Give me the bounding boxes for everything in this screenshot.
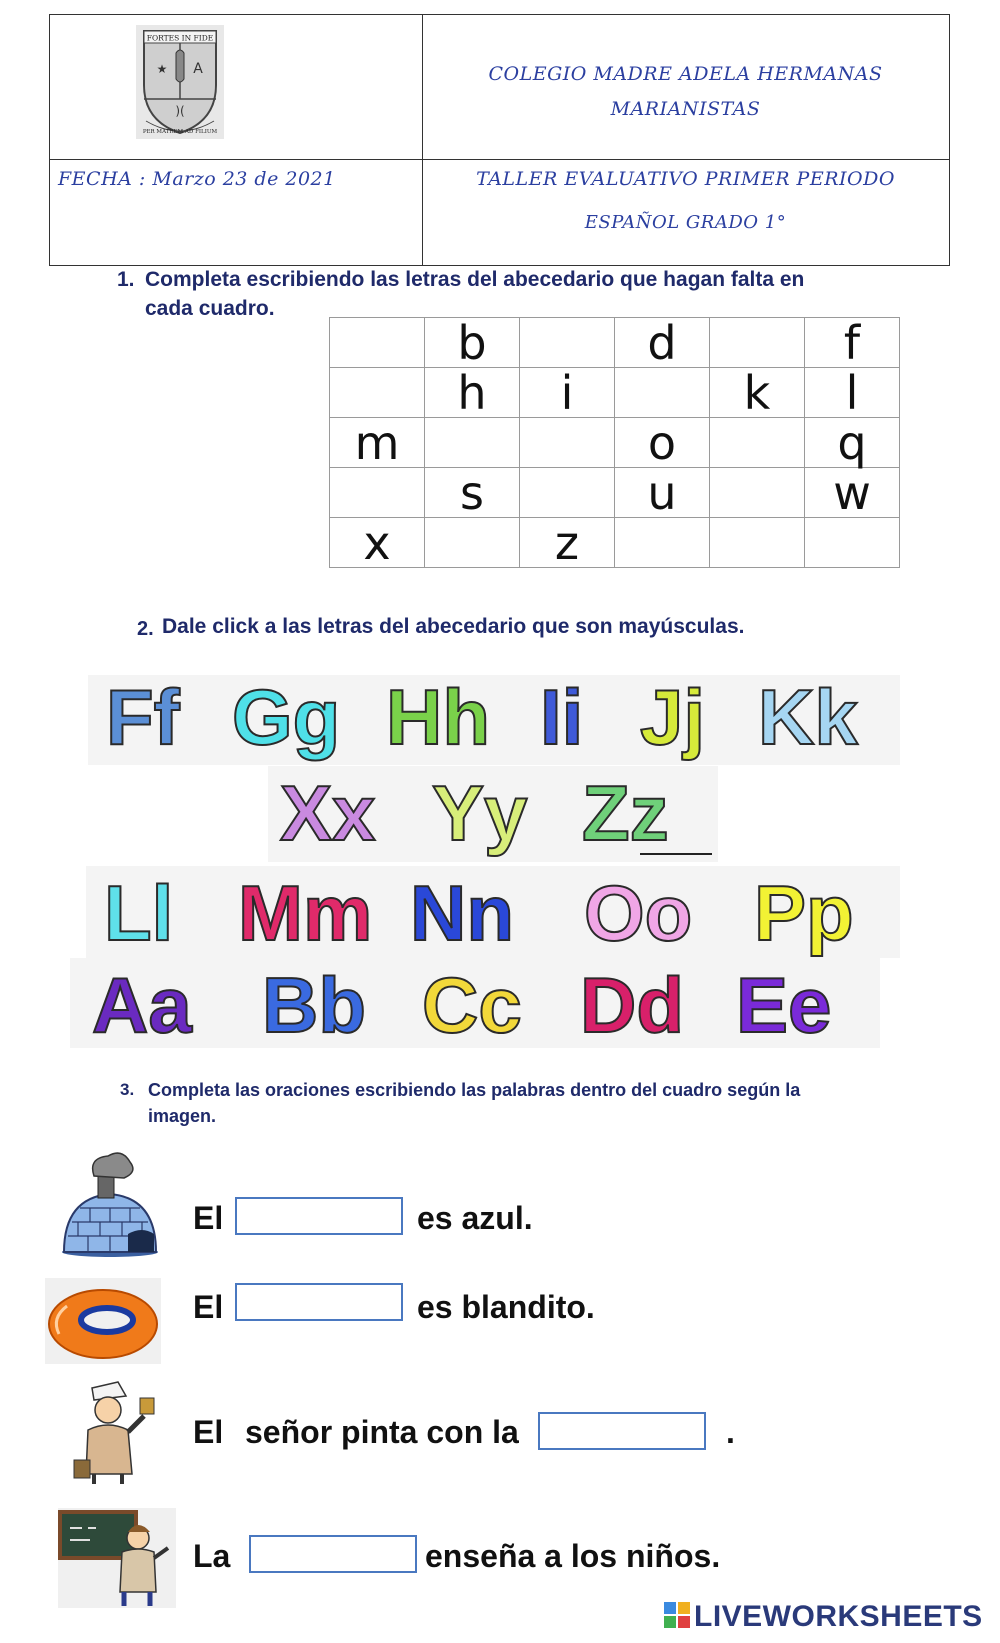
answer-input-4[interactable]	[249, 1535, 417, 1573]
letter-pair-text: Hh	[386, 673, 490, 761]
svg-text:★: ★	[156, 62, 168, 76]
liveworksheets-logo-icon	[664, 1602, 690, 1628]
letter-pair-text: Yy	[432, 769, 528, 857]
letter-pair-mm[interactable]	[238, 869, 373, 957]
letter-pair-aa[interactable]	[92, 961, 192, 1049]
grid-cell: l	[805, 368, 900, 418]
underline-mark	[640, 853, 712, 855]
grid-cell[interactable]	[615, 518, 710, 568]
teacher-icon	[58, 1508, 176, 1608]
school-crest-logo	[136, 25, 224, 139]
svg-text:)(: )(	[175, 104, 185, 118]
letter-pair-text: Bb	[262, 961, 366, 1049]
grid-cell[interactable]	[425, 418, 520, 468]
letter-pair-text: Mm	[238, 869, 373, 957]
letter-pair-dd[interactable]	[580, 961, 684, 1049]
svg-text:A: A	[193, 61, 203, 77]
divider	[50, 159, 949, 160]
letter-pair-text: Gg	[232, 673, 341, 761]
sentence-3-end: .	[726, 1414, 735, 1450]
grid-cell: x	[330, 518, 425, 568]
letter-pair-bb[interactable]	[262, 961, 366, 1049]
q1-number: 1.	[117, 268, 135, 291]
grid-cell[interactable]	[520, 318, 615, 368]
letter-pair-text: Dd	[580, 961, 684, 1049]
letter-pair-zz[interactable]	[582, 769, 669, 857]
letter-pair-text: Aa	[92, 961, 192, 1049]
grid-cell: d	[615, 318, 710, 368]
sentence-2-start: El	[193, 1289, 224, 1325]
grid-cell: i	[520, 368, 615, 418]
grid-row	[330, 368, 900, 418]
letter-pair-text: Ll	[104, 869, 174, 957]
grid-cell: k	[710, 368, 805, 418]
grid-cell[interactable]	[330, 318, 425, 368]
letter-pair-ff[interactable]	[106, 673, 180, 761]
painter-icon	[66, 1380, 160, 1484]
grid-row	[330, 468, 900, 518]
grid-cell[interactable]	[615, 368, 710, 418]
sentence-3-middle: señor pinta con la	[245, 1414, 519, 1450]
sentence-4-start: La	[193, 1538, 231, 1574]
letter-pair-ii[interactable]	[540, 673, 584, 761]
letter-pair-xx[interactable]	[280, 769, 376, 857]
grid-cell: f	[805, 318, 900, 368]
alphabet-grid	[329, 317, 900, 568]
letter-pair-text: Zz	[582, 769, 669, 857]
letter-pair-ll[interactable]	[104, 869, 174, 957]
grid-cell[interactable]	[330, 368, 425, 418]
subject-grade: ESPAÑOL GRADO 1°	[584, 212, 787, 233]
sentence-4-end: enseña a los niños.	[425, 1538, 721, 1574]
grid-row	[330, 318, 900, 368]
grid-cell[interactable]	[425, 518, 520, 568]
grid-cell: u	[615, 468, 710, 518]
svg-text:FORTES IN FIDE: FORTES IN FIDE	[146, 33, 214, 43]
letter-pair-text: Jj	[640, 673, 706, 761]
school-name: COLEGIO MADRE ADELA HERMANAS	[488, 63, 883, 85]
letter-pair-cc[interactable]	[422, 961, 522, 1049]
letter-pair-ee[interactable]	[736, 961, 832, 1049]
date-label: FECHA : Marzo 23 de 2021	[58, 168, 336, 190]
letter-pair-text: Ii	[540, 673, 584, 761]
q3-text-line1: Completa las oraciones escribiendo las palabras dentro del cuadro según la	[148, 1080, 801, 1100]
letter-pair-text: Oo	[584, 869, 693, 957]
sentence-2-end: es blandito.	[417, 1289, 595, 1325]
grid-cell[interactable]	[710, 318, 805, 368]
grid-cell[interactable]	[520, 468, 615, 518]
letter-pair-jj[interactable]	[640, 673, 706, 761]
grid-cell: z	[520, 518, 615, 568]
sentence-1-end: es azul.	[417, 1200, 533, 1236]
header-table	[49, 14, 950, 266]
letter-pair-hh[interactable]	[386, 673, 490, 761]
grid-cell[interactable]	[520, 418, 615, 468]
grid-row	[330, 518, 900, 568]
grid-cell: b	[425, 318, 520, 368]
letter-pair-oo[interactable]	[584, 869, 693, 957]
letter-pair-text: Kk	[758, 673, 858, 761]
sentence-1-start: El	[193, 1200, 224, 1236]
answer-input-2[interactable]	[235, 1283, 403, 1321]
answer-input-1[interactable]	[235, 1197, 403, 1235]
letter-pair-text: Ee	[736, 961, 832, 1049]
letter-pair-nn[interactable]	[410, 869, 514, 957]
grid-cell: o	[615, 418, 710, 468]
float-ring-icon	[45, 1278, 161, 1364]
q2-number: 2.	[137, 618, 154, 640]
q1-text-line2: cada cuadro.	[145, 297, 275, 320]
q2-text: Dale click a las letras del abecedario que son mayúsculas.	[162, 615, 745, 638]
q3-text-line2: imagen.	[148, 1106, 217, 1126]
grid-cell: s	[425, 468, 520, 518]
svg-text:PER MATREM AD FILIUM: PER MATREM AD FILIUM	[142, 129, 218, 135]
igloo-icon	[58, 1148, 162, 1258]
sentence-3-start: El	[193, 1414, 224, 1450]
letter-pair-pp[interactable]	[754, 869, 854, 957]
letter-pair-text: Ff	[106, 673, 180, 761]
grid-cell: w	[805, 468, 900, 518]
grid-cell: h	[425, 368, 520, 418]
q1-text-line1: Completa escribiendo las letras del abecedario que hagan falta en	[145, 268, 805, 291]
grid-cell[interactable]	[330, 468, 425, 518]
grid-cell: q	[805, 418, 900, 468]
letter-pair-text: Pp	[754, 869, 854, 957]
letter-pair-gg[interactable]	[232, 673, 341, 761]
letter-pair-kk[interactable]	[758, 673, 858, 761]
letter-pair-text: Nn	[410, 869, 514, 957]
grid-cell: m	[330, 418, 425, 468]
letter-pair-text: Xx	[280, 769, 376, 857]
grid-cell[interactable]	[710, 418, 805, 468]
liveworksheets-brand[interactable]: LIVEWORKSHEETS	[694, 1600, 983, 1633]
letter-pair-yy[interactable]	[432, 769, 528, 857]
letter-pair-text: Cc	[422, 961, 522, 1049]
grid-row	[330, 418, 900, 468]
workshop-title: TALLER EVALUATIVO PRIMER PERIODO	[476, 168, 895, 190]
q3-number: 3.	[120, 1080, 135, 1099]
school-name-line2: MARIANISTAS	[610, 98, 761, 120]
grid-cell[interactable]	[710, 468, 805, 518]
grid-cell[interactable]	[710, 518, 805, 568]
grid-cell[interactable]	[805, 518, 900, 568]
answer-input-3[interactable]	[538, 1412, 706, 1450]
